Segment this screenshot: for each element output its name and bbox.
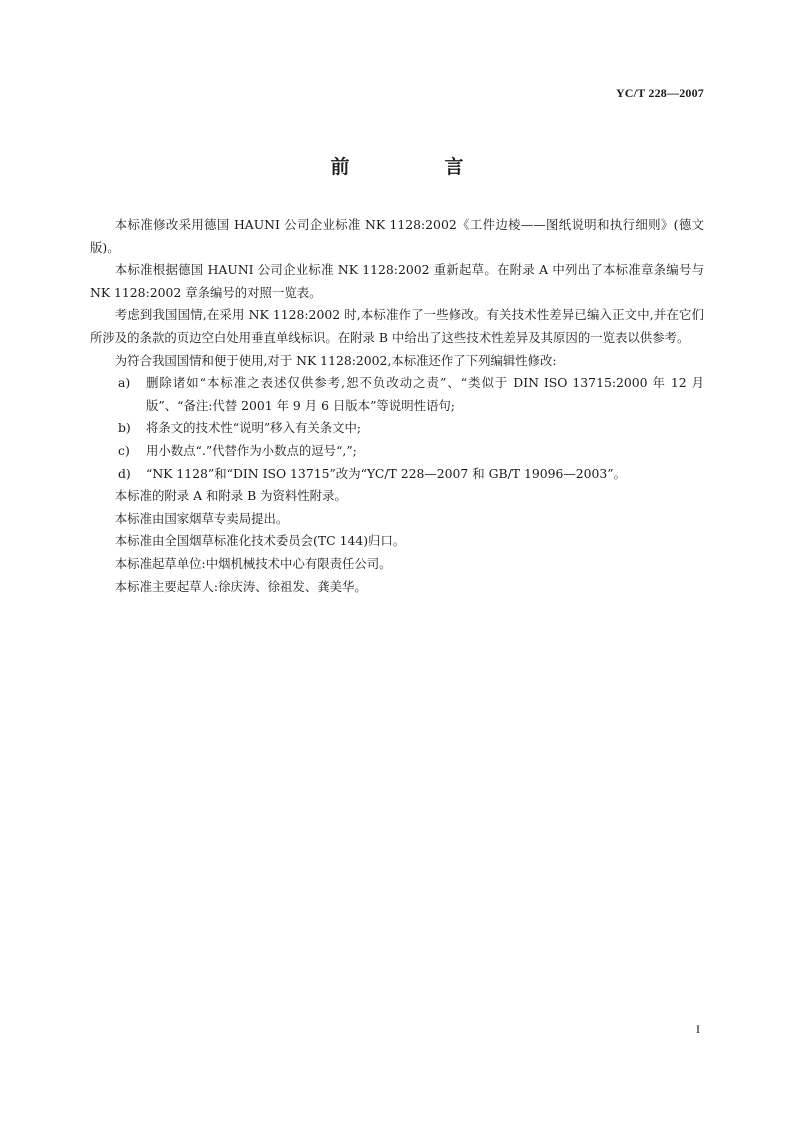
list-marker: d) (118, 465, 131, 481)
list-item (90, 417, 704, 440)
page-number: I (696, 1022, 700, 1036)
standard-code: YC/T 228—2007 (615, 86, 704, 100)
paragraph: 本标准修改采用德国 HAUNI 公司企业标准 NK 1128:2002《工件边棱——图纸说明和执行细则》(德文版)。 (90, 217, 704, 255)
list-text: 删除诸如“本标准之表述仅供参考,恕不负改动之责”、“类似于 DIN ISO 13715:2000 年 12 月版”、“备注:代替 2001 年 9 月 6 日版本”等说明性语句; (146, 375, 704, 413)
list-marker: b) (118, 420, 131, 436)
page-title: 前 言 (330, 156, 502, 178)
list-item (90, 372, 704, 417)
edit-list (90, 372, 704, 485)
closing-line: 本标准由国家烟草专卖局提出。 (114, 510, 289, 526)
closing-line: 本标准的附录 A 和附录 B 为资料性附录。 (114, 488, 347, 504)
list-text: 用小数点“.”代替作为小数点的逗号“,”; (146, 442, 357, 458)
list-marker: c) (118, 442, 130, 458)
foreword-body (90, 214, 704, 598)
paragraph: 为符合我国国情和便于使用,对于 NK 1128:2002,本标准还作了下列编辑性修改: (114, 352, 557, 368)
list-text: 将条文的技术性“说明”移入有关条文中; (146, 420, 362, 436)
list-item (90, 440, 704, 463)
closing-line: 本标准由全国烟草标准化技术委员会(TC 144)归口。 (114, 533, 406, 549)
paragraph: 考虑到我国国情,在采用 NK 1128:2002 时,本标准作了一些修改。有关技术性差异已编入正文中,并在它们所涉及的条款的页边空白处用垂直单线标识。在附录 B 中给出了这些技术性差异及其原因的一览表以供参考。 (90, 307, 704, 345)
list-marker: a) (118, 375, 131, 391)
list-text: “NK 1128”和“DIN ISO 13715”改为“YC/T 228—2007 和 GB/T 19096—2003”。 (146, 465, 627, 481)
list-item (90, 463, 704, 486)
closing-line: 本标准起草单位:中烟机械技术中心有限责任公司。 (114, 555, 392, 571)
paragraph: 本标准根据德国 HAUNI 公司企业标准 NK 1128:2002 重新起草。在附录 A 中列出了本标准章条编号与 NK 1128:2002 章条编号的对照一览表。 (90, 262, 704, 300)
closing-line: 本标准主要起草人:徐庆涛、徐祖发、龚美华。 (114, 578, 367, 594)
